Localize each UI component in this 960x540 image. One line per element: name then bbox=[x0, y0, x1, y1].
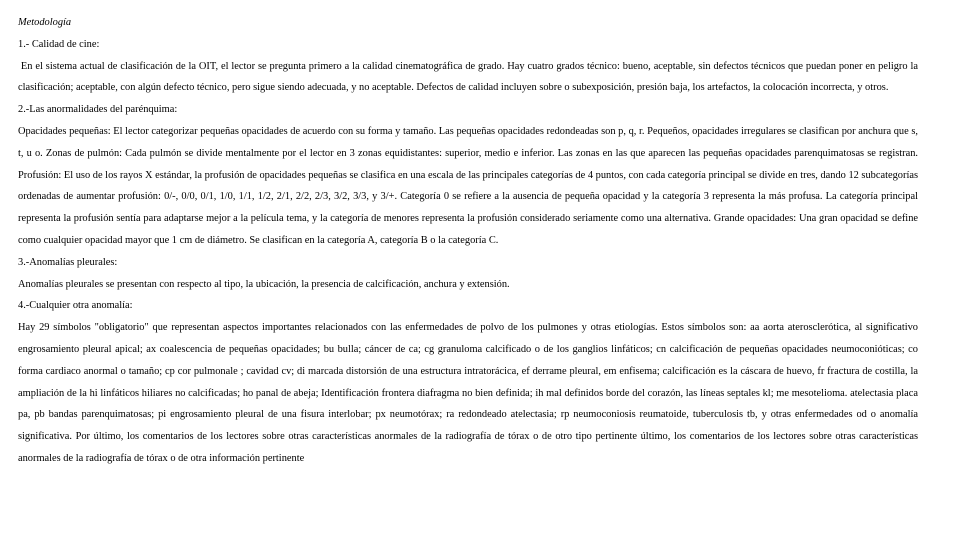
section-heading-pleurales: 3.-Anomalías pleurales: bbox=[18, 256, 118, 268]
section-heading-otra-anomalia: 4.-Cualquier otra anomalía: bbox=[18, 300, 133, 312]
section-paragraph-otra-anomalia: Hay 29 símbolos "obligatorio" que representan aspectos importantes relacionados con las enfermedades de polvo de los pulmones y otras etiologías. Estos símbolos son: aa aorta aterosclerótica, al significativo engrosamiento pleural apical; ax coalescencia de pequeñas opacidades; bu bulla; cáncer de ca; cg granuloma calcificado o de los ganglios linfáticos; cn calcificación de pequeñas opacidades neumoconióticas; co forma cardiaco anormal o tamaño; cp cor pulmonale ; cavidad cv; di marcada distorsión de una estructura intratorácica, ef derrame pleural, em enfisema; calcificación es la cáscara de huevo, fr fractura de costilla, la ampliación de la hi linfáticos hiliares no calcificadas; ho panal de abeja; Identificación frontera diafragma no bien definida; ih mal definidos borde del corazón, las líneas septales kl; me mesotelioma. atelectasia placa pa, pb bandas parenquimatosas; pi engrosamiento pleural de una fisura interlobar; px neumotórax; ra redondeado atelectasia; rp neumoconiosis reumatoide, tuberculosis tb, y otras enfermedades od o anomalía significativa. Por último, los comentarios de los lectores sobre otras características anormales de la radiografía de tórax o de otro tipo pertinente último, los comentarios de los lectores sobre otras características anormales de la radiografía de tórax o de otra información pertinente bbox=[18, 322, 918, 464]
document-title: Metodología bbox=[18, 17, 72, 28]
section-paragraph-calidad: En el sistema actual de clasificación de la OIT, el lector se pregunta primero a la calidad cinematográfica de grado. Hay cuatro grados técnico: bueno, aceptable, sin defectos técnicos que puedan poner en peligro la clasificación; aceptable, con algún defecto técnico, pero sigue siendo adecuada, y no aceptable. Defectos de calidad incluyen sobre o subexposición, presión baja, los artefactos, la colocación incorrecta, y otros. bbox=[18, 60, 921, 94]
document-body bbox=[18, 12, 921, 470]
section-paragraph-parenquima: Opacidades pequeñas: El lector categorizar pequeñas opacidades de acuerdo con su forma y tamaño. Las pequeñas opacidades redondeadas son p, q, r. Pequeños, opacidades irregulares se clasifican por anchura que s, t, u o. Zonas de pulmón: Cada pulmón se divide mentalmente por el lector en 3 zonas equidistantes: superior, medio e inferior. Las zonas en las que aparecen las pequeñas opacidades parenquimatosas se registran. Profusión: El uso de los rayos X estándar, la profusión de opacidades pequeñas se clasifica en una escala de las principales categorías de 4 puntos, con cada categoría principal se divide en tres, dando 12 subcategorías ordenadas de aumentar profusión: 0/-, 0/0, 0/1, 1/0, 1/1, 1/2, 2/1, 2/2, 2/3, 3/2, 3/3, y 3/+. Categoría 0 se refiere a la ausencia de pequeña opacidad y la categoría 3 representa la más profusa. La categoría principal representa la profusión sentía para adaptarse mejor a la película tema, y la categoría de menores representa la profusión considerado seriamente como una alternativa. Grande opacidades: Una gran opacidad se define como cualquier opacidad mayor que 1 cm de diámetro. Se clasifican en la categoría A, categoría B o la categoría C. bbox=[18, 125, 918, 246]
section-paragraph-pleurales: Anomalías pleurales se presentan con respecto al tipo, la ubicación, la presencia de calcificación, anchura y extensión. bbox=[18, 278, 510, 290]
section-heading-parenquima: 2.-Las anormalidades del parénquima: bbox=[18, 104, 178, 116]
section-heading-calidad: 1.- Calidad de cine: bbox=[18, 38, 100, 50]
